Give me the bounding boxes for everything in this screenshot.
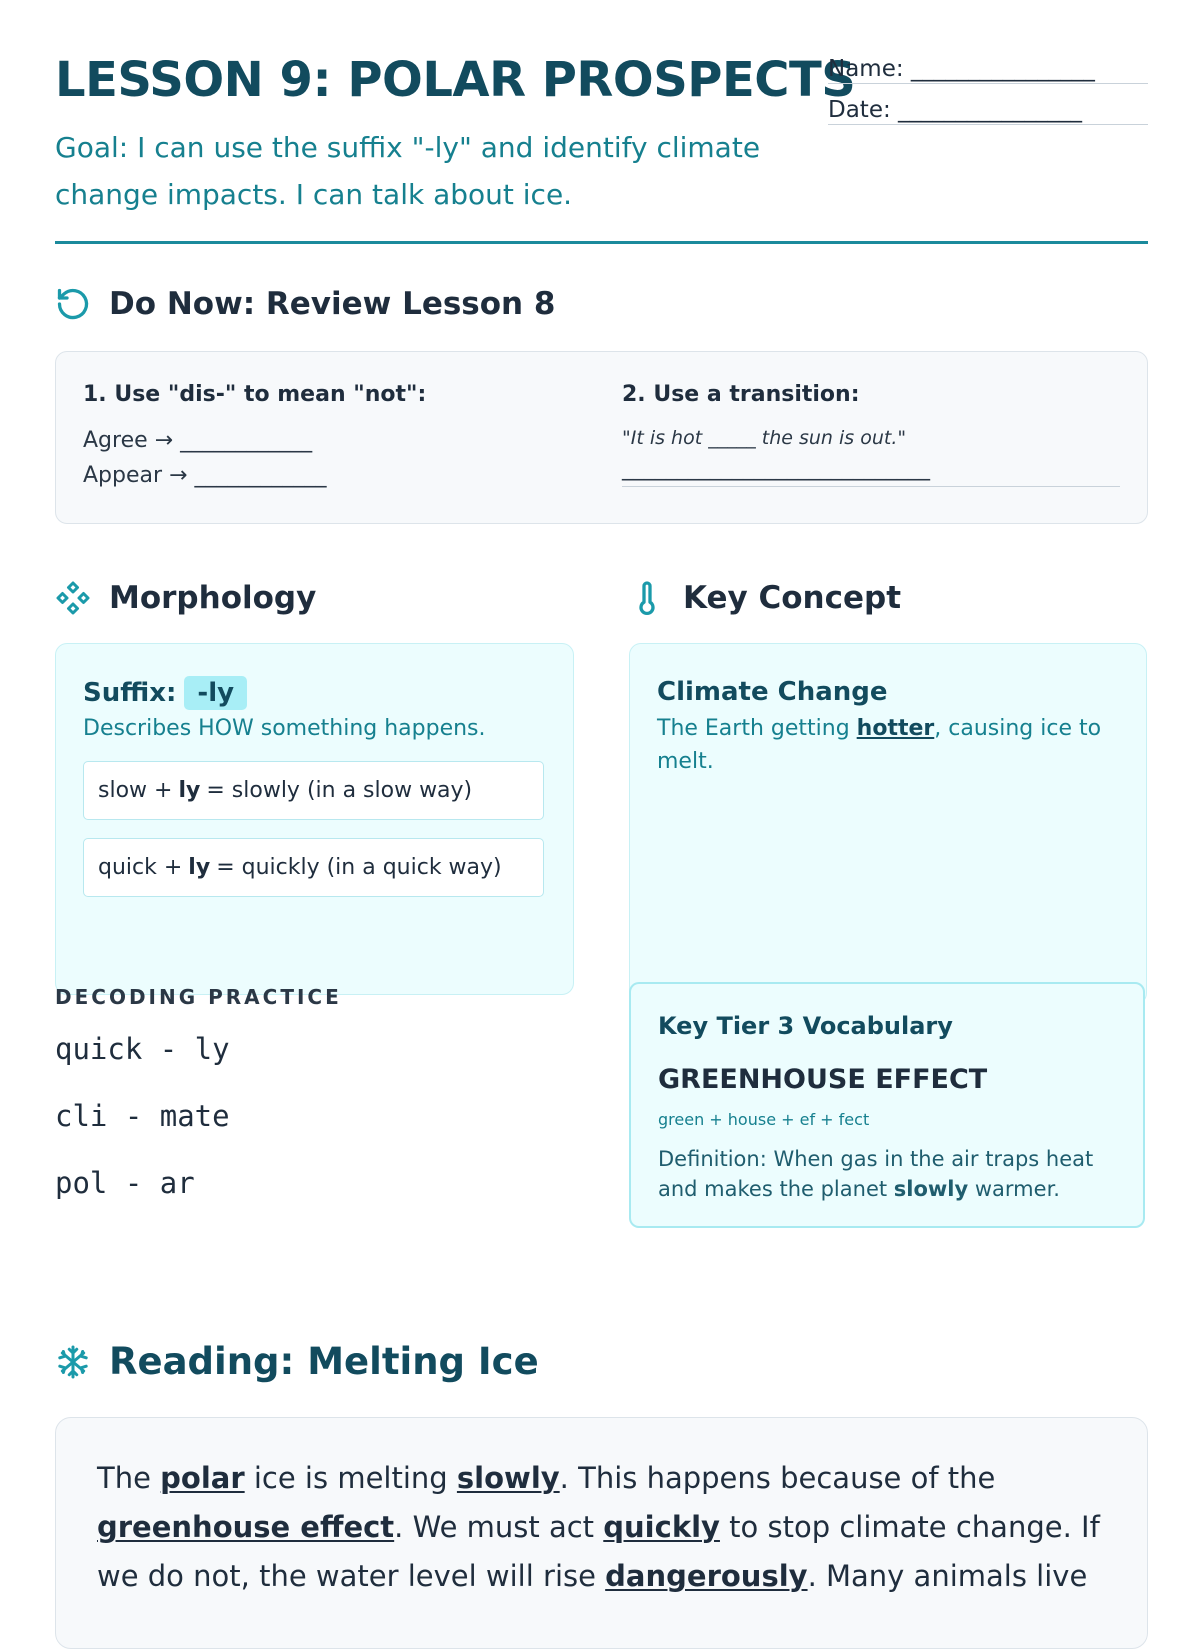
morphology-heading bbox=[55, 580, 316, 616]
reading-text-segment: . Many animals live bbox=[807, 1559, 1088, 1593]
vocabulary-morphemes: green + house + ef + fect bbox=[658, 1110, 870, 1129]
morphology-title: Morphology bbox=[109, 580, 317, 616]
decoding-word-1: quick - ly bbox=[55, 1032, 230, 1066]
example-result: = slowly (in a slow way) bbox=[206, 778, 473, 803]
key-concept-heading bbox=[629, 580, 901, 616]
kc-text-part: , causing ice to melt. bbox=[657, 716, 1102, 774]
thermometer-icon bbox=[629, 580, 665, 616]
q2-prompt: 2. Use a transition: bbox=[622, 382, 860, 407]
definition-part: warmer. bbox=[968, 1177, 1060, 1201]
q1-agree-line[interactable]: Agree → ____________ bbox=[83, 428, 313, 453]
reading-heading bbox=[55, 1340, 539, 1383]
decoding-word-3: pol - ar bbox=[55, 1166, 195, 1200]
reading-vocab-word: dangerously bbox=[605, 1559, 808, 1593]
suffix-pill: -ly bbox=[184, 676, 247, 710]
key-concept-title: Key Concept bbox=[683, 580, 902, 616]
key-concept-subheading: Climate Change bbox=[657, 677, 888, 707]
example-result: = quickly (in a quick way) bbox=[216, 855, 502, 880]
morphology-card bbox=[55, 643, 574, 995]
vocabulary-word: GREENHOUSE EFFECT bbox=[658, 1064, 988, 1095]
example-box-slow bbox=[83, 761, 544, 820]
example-suffix: ly bbox=[188, 855, 211, 880]
reading-passage bbox=[97, 1454, 1107, 1601]
q1-prompt: 1. Use "dis-" to mean "not": bbox=[83, 382, 427, 407]
suffix-label: Suffix: bbox=[83, 678, 177, 708]
vocabulary-card bbox=[629, 982, 1145, 1228]
definition-part: Definition: When gas in the air traps heat and makes the planet bbox=[658, 1147, 1094, 1201]
decoding-label: DECODING PRACTICE bbox=[55, 985, 342, 1009]
example-base: quick + bbox=[98, 855, 183, 880]
reading-vocab-word: quickly bbox=[603, 1510, 720, 1544]
reading-vocab-word: greenhouse effect bbox=[97, 1510, 395, 1544]
example-box-quick bbox=[83, 838, 544, 897]
reading-card bbox=[55, 1417, 1148, 1649]
reading-title: Reading: Melting Ice bbox=[109, 1340, 539, 1383]
decoding-word-2: cli - mate bbox=[55, 1099, 230, 1133]
definition-emphasis: slowly bbox=[893, 1177, 969, 1201]
suffix-description: Describes HOW something happens. bbox=[83, 716, 486, 741]
diamonds-icon bbox=[55, 580, 91, 616]
page-title: LESSON 9: POLAR PROSPECTS bbox=[55, 52, 856, 108]
key-concept-card bbox=[629, 643, 1147, 1005]
do-now-heading bbox=[55, 286, 556, 322]
do-now-card bbox=[55, 351, 1148, 524]
reading-text-segment: ice is melting bbox=[244, 1461, 457, 1495]
kc-text-part: The Earth getting bbox=[657, 716, 857, 741]
q2-answer-rule bbox=[622, 486, 1120, 487]
do-now-title: Do Now: Review Lesson 8 bbox=[109, 286, 556, 322]
kc-emphasis-word: hotter bbox=[856, 716, 935, 741]
reading-text-segment: The bbox=[97, 1461, 161, 1495]
key-concept-text bbox=[657, 712, 1107, 778]
reading-vocab-word: slowly bbox=[456, 1461, 560, 1495]
example-suffix: ly bbox=[178, 778, 201, 803]
q2-answer-line[interactable]: ____________________________ bbox=[622, 456, 930, 481]
header-divider bbox=[55, 241, 1148, 244]
vocabulary-label: Key Tier 3 Vocabulary bbox=[658, 1012, 953, 1040]
reading-text-segment: to stop climate change. If we do not, the water level will rise bbox=[97, 1510, 1100, 1593]
q2-sentence: "It is hot _____ the sun is out." bbox=[622, 427, 907, 449]
suffix-heading bbox=[83, 676, 247, 710]
reading-text-segment: . This happens because of the bbox=[559, 1461, 996, 1495]
reading-vocab-word: polar bbox=[160, 1461, 245, 1495]
vocabulary-definition bbox=[658, 1144, 1128, 1204]
example-base: slow + bbox=[98, 778, 173, 803]
snowflake-icon bbox=[55, 1344, 91, 1380]
q1-appear-line[interactable]: Appear → ____________ bbox=[83, 463, 327, 488]
lesson-goal: Goal: I can use the suffix "-ly" and identify climate change impacts. I can talk about ice. bbox=[55, 131, 761, 211]
rotate-ccw-icon bbox=[55, 286, 91, 322]
reading-text-segment: . We must act bbox=[394, 1510, 604, 1544]
date-field[interactable]: Date: ________________ bbox=[828, 97, 1148, 125]
name-field[interactable]: Name: ________________ bbox=[828, 56, 1148, 84]
